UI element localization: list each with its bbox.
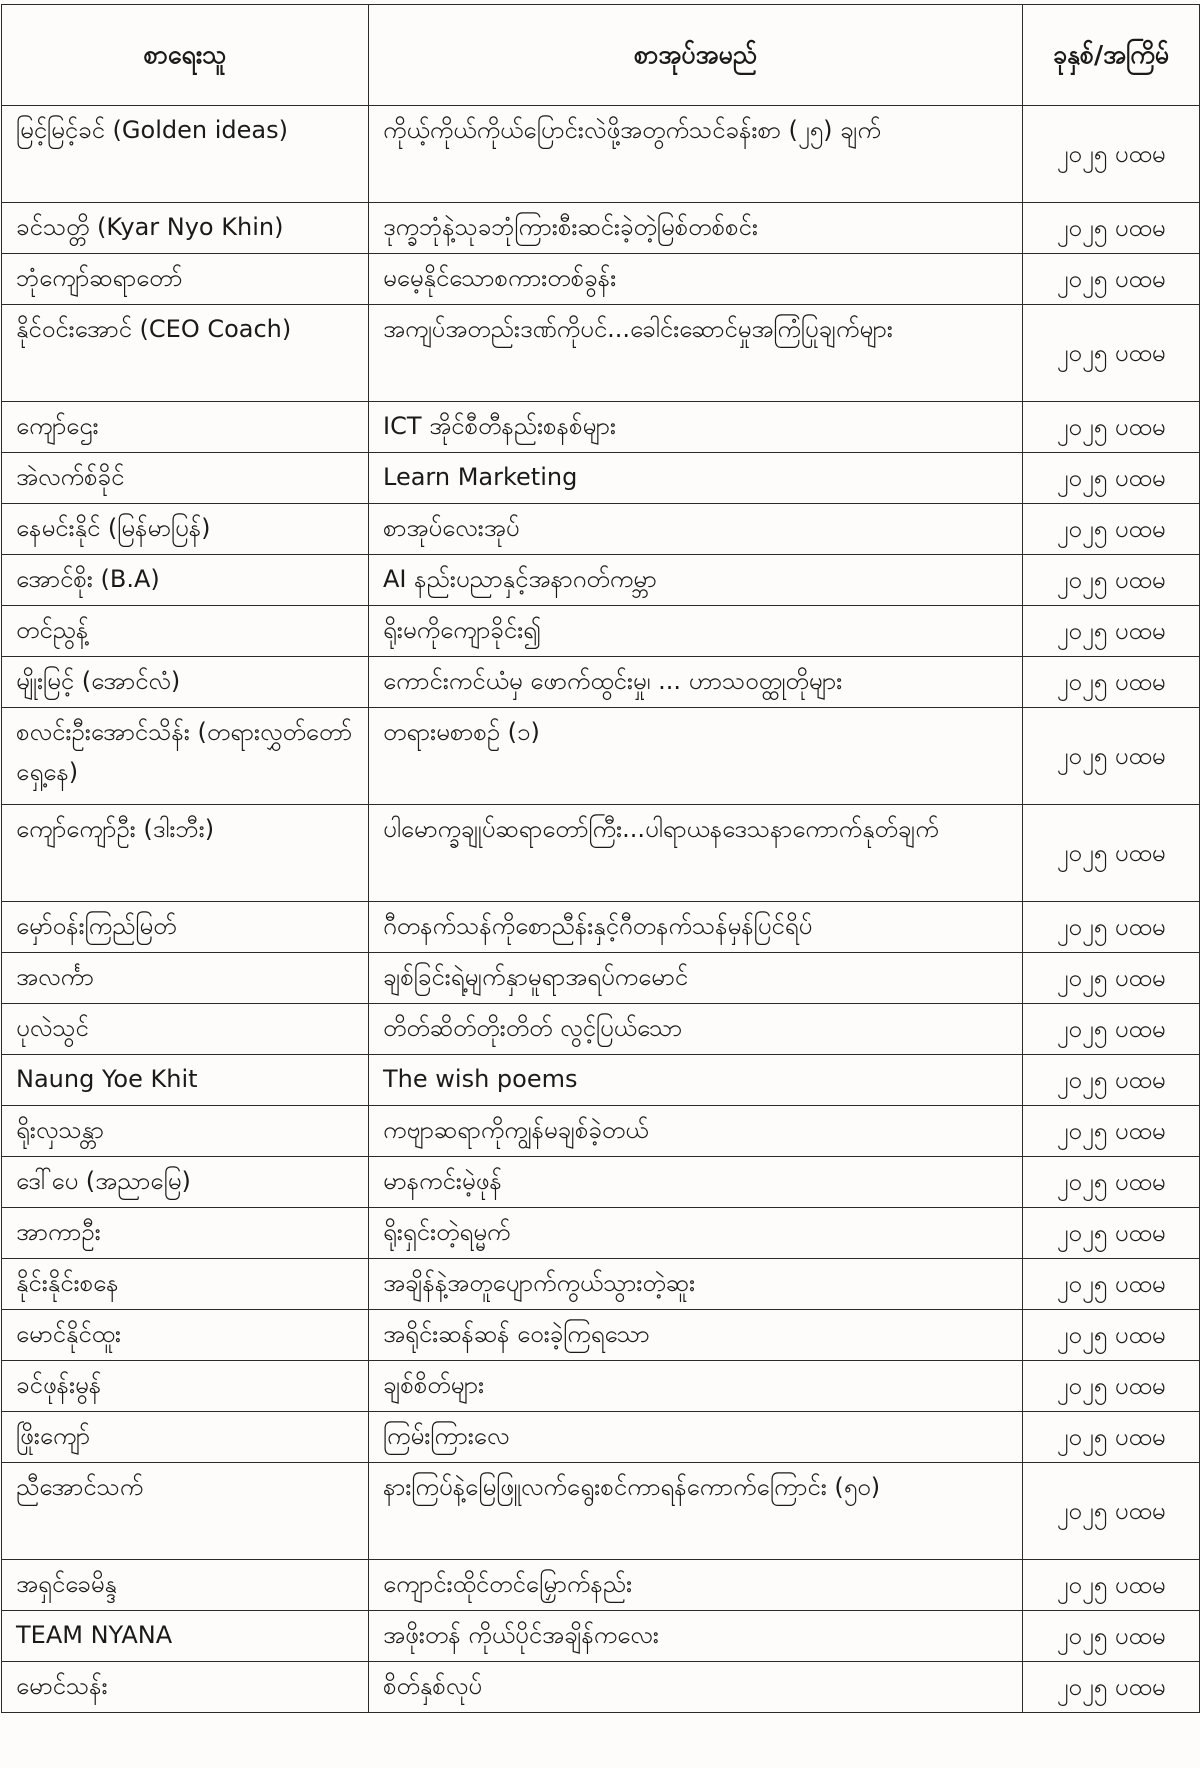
title-cell: နားကြပ်နဲ့မြေဖြူလက်ရွေးစင်ကာရန်ကောက်ကြောင်း (၅၀) xyxy=(369,1463,1023,1560)
table-row xyxy=(2,305,1200,402)
year-cell: ၂၀၂၅ ပထမ xyxy=(1023,657,1200,708)
author-cell: ညီအောင်သက် xyxy=(2,1463,369,1560)
author-cell: ကျော်ဌေး xyxy=(2,402,369,453)
table-row xyxy=(2,1611,1200,1662)
table-row xyxy=(2,1412,1200,1463)
year-cell: ၂၀၂၅ ပထမ xyxy=(1023,1055,1200,1106)
author-cell: ခင်သတ္တိ (Kyar Nyo Khin) xyxy=(2,203,369,254)
year-cell: ၂၀၂၅ ပထမ xyxy=(1023,708,1200,805)
title-cell: အချိန်နဲ့အတူပျောက်ကွယ်သွားတဲ့ဆူး xyxy=(369,1259,1023,1310)
year-cell: ၂၀၂၅ ပထမ xyxy=(1023,1412,1200,1463)
year-cell: ၂၀၂၅ ပထမ xyxy=(1023,504,1200,555)
title-cell: ဒုက္ခဘုံနဲ့သုခဘုံကြားစီးဆင်းခဲ့တဲ့မြစ်တစ်စင်း xyxy=(369,203,1023,254)
author-cell: အလင်္ကာ xyxy=(2,953,369,1004)
year-cell: ၂၀၂၅ ပထမ xyxy=(1023,1259,1200,1310)
header-row xyxy=(2,5,1200,106)
year-cell: ၂၀၂၅ ပထမ xyxy=(1023,902,1200,953)
table-row xyxy=(2,1208,1200,1259)
year-cell: ၂၀၂၅ ပထမ xyxy=(1023,305,1200,402)
author-cell: Naung Yoe Khit xyxy=(2,1055,369,1106)
table-row xyxy=(2,1310,1200,1361)
author-cell: မျိုးမြင့် (အောင်လံ) xyxy=(2,657,369,708)
book-list-table xyxy=(1,4,1200,1713)
table-row xyxy=(2,1055,1200,1106)
year-cell: ၂၀၂၅ ပထမ xyxy=(1023,1004,1200,1055)
year-cell: ၂၀၂၅ ပထမ xyxy=(1023,1106,1200,1157)
author-cell: ဘုံကျော်ဆရာတော် xyxy=(2,254,369,305)
year-cell: ၂၀၂၅ ပထမ xyxy=(1023,1157,1200,1208)
author-cell: မှော်ဝန်းကြည်မြတ် xyxy=(2,902,369,953)
table-row xyxy=(2,902,1200,953)
title-cell: အကျပ်အတည်းဒဏ်ကိုပင်...ခေါင်းဆောင်မှုအကြံပြုချက်များ xyxy=(369,305,1023,402)
year-cell: ၂၀၂၅ ပထမ xyxy=(1023,453,1200,504)
title-cell: မမေ့နိုင်သောစကားတစ်ခွန်း xyxy=(369,254,1023,305)
table-row xyxy=(2,402,1200,453)
author-cell: စလင်းဦးအောင်သိန်း (တရားလွှတ်တော်ရှေ့နေ) xyxy=(2,708,369,805)
year-cell: ၂၀၂၅ ပထမ xyxy=(1023,106,1200,203)
title-cell: ပါမောက္ခချုပ်ဆရာတော်ကြီး...ပါရာယနဒေသနာကောက်နုတ်ချက် xyxy=(369,805,1023,902)
title-cell: ရိုးရှင်းတဲ့ရမ္မက် xyxy=(369,1208,1023,1259)
author-cell: ဒေါ်ပေ (အညာမြေ) xyxy=(2,1157,369,1208)
author-cell: ရိုးလှသန္တာ xyxy=(2,1106,369,1157)
table-row xyxy=(2,1004,1200,1055)
table-row xyxy=(2,555,1200,606)
table-row xyxy=(2,1560,1200,1611)
author-cell: မောင်နိုင်ထူး xyxy=(2,1310,369,1361)
author-cell: ဖြိုးကျော် xyxy=(2,1412,369,1463)
title-cell: စိတ်နှစ်လုပ် xyxy=(369,1662,1023,1713)
author-cell: နေမင်းနိုင် (မြန်မာပြန်) xyxy=(2,504,369,555)
title-cell: ကြမ်းကြားလေ xyxy=(369,1412,1023,1463)
author-cell: နိုင်းနိုင်းစနေ xyxy=(2,1259,369,1310)
table-row xyxy=(2,106,1200,203)
title-cell: စာအုပ်လေးအုပ် xyxy=(369,504,1023,555)
author-cell: ခင်ဖုန်းမွန် xyxy=(2,1361,369,1412)
author-cell: မြင့်မြင့်ခင် (Golden ideas) xyxy=(2,106,369,203)
title-cell: ဂီတနက်သန်ကိုစောညီန်းနှင့်ဂီတနက်သန်မှန်ပြင်ရိပ် xyxy=(369,902,1023,953)
author-cell: အောင်စိုး (B.A) xyxy=(2,555,369,606)
year-cell: ၂၀၂၅ ပထမ xyxy=(1023,254,1200,305)
table-row xyxy=(2,708,1200,805)
year-cell: ၂၀၂၅ ပထမ xyxy=(1023,1463,1200,1560)
table-row xyxy=(2,805,1200,902)
title-cell: ချစ်စိတ်များ xyxy=(369,1361,1023,1412)
title-cell: Learn Marketing xyxy=(369,453,1023,504)
title-cell: ICT အိုင်စီတီနည်းစနစ်များ xyxy=(369,402,1023,453)
table-row xyxy=(2,254,1200,305)
year-cell: ၂၀၂၅ ပထမ xyxy=(1023,1208,1200,1259)
author-cell: အဲလက်စ်ခိုင် xyxy=(2,453,369,504)
author-cell: အရှင်ခေမိန္ဒ xyxy=(2,1560,369,1611)
table-row xyxy=(2,1463,1200,1560)
title-cell: ကဗျာဆရာကိုကျွန်မချစ်ခဲ့တယ် xyxy=(369,1106,1023,1157)
title-cell: ချစ်ခြင်းရဲ့မျက်နှာမူရာအရပ်ကမောင် xyxy=(369,953,1023,1004)
table-row xyxy=(2,1662,1200,1713)
title-cell: ကောင်းကင်ယံမှ ဖောက်ထွင်းမှု၊ ... ဟာသဝတ္ထုတိုများ xyxy=(369,657,1023,708)
author-cell: ကျော်ကျော်ဦး (ဒါးဘီး) xyxy=(2,805,369,902)
table-row xyxy=(2,1106,1200,1157)
title-cell: အဖိုးတန် ကိုယ်ပိုင်အချိန်ကလေး xyxy=(369,1611,1023,1662)
title-cell: AI နည်းပညာနှင့်အနာဂတ်ကမ္ဘာ xyxy=(369,555,1023,606)
title-cell: မာနကင်းမဲ့ဖုန် xyxy=(369,1157,1023,1208)
table-row xyxy=(2,953,1200,1004)
table-row xyxy=(2,606,1200,657)
table-row xyxy=(2,203,1200,254)
year-cell: ၂၀၂၅ ပထမ xyxy=(1023,1662,1200,1713)
title-cell: အရိုင်းဆန်ဆန် ဝေးခဲ့ကြရသော xyxy=(369,1310,1023,1361)
table-row xyxy=(2,1157,1200,1208)
author-cell: အာကာဦး xyxy=(2,1208,369,1259)
header-title: စာအုပ်အမည် xyxy=(369,5,1023,106)
table-header xyxy=(2,5,1200,106)
year-cell: ၂၀၂၅ ပထမ xyxy=(1023,1560,1200,1611)
year-cell: ၂၀၂၅ ပထမ xyxy=(1023,1310,1200,1361)
table-row xyxy=(2,1259,1200,1310)
author-cell: နိုင်ဝင်းအောင် (CEO Coach) xyxy=(2,305,369,402)
table-row xyxy=(2,657,1200,708)
table-body xyxy=(2,106,1200,1713)
title-cell: တိတ်ဆိတ်တိုးတိတ် လွင့်ပြယ်သော xyxy=(369,1004,1023,1055)
year-cell: ၂၀၂၅ ပထမ xyxy=(1023,1361,1200,1412)
title-cell: တရားမစာစဉ် (၁) xyxy=(369,708,1023,805)
author-cell: မောင်သန်း xyxy=(2,1662,369,1713)
year-cell: ၂၀၂၅ ပထမ xyxy=(1023,805,1200,902)
year-cell: ၂၀၂၅ ပထမ xyxy=(1023,402,1200,453)
title-cell: ကျောင်းထိုင်တင်မြှောက်နည်း xyxy=(369,1560,1023,1611)
year-cell: ၂၀၂၅ ပထမ xyxy=(1023,606,1200,657)
author-cell: တင်ညွန့် xyxy=(2,606,369,657)
header-author: စာရေးသူ xyxy=(2,5,369,106)
table-row xyxy=(2,1361,1200,1412)
year-cell: ၂၀၂၅ ပထမ xyxy=(1023,555,1200,606)
table-row xyxy=(2,504,1200,555)
title-cell: The wish poems xyxy=(369,1055,1023,1106)
title-cell: ရိုးမကိုကျောခိုင်း၍ xyxy=(369,606,1023,657)
author-cell: ပုလဲသွင် xyxy=(2,1004,369,1055)
year-cell: ၂၀၂၅ ပထမ xyxy=(1023,203,1200,254)
year-cell: ၂၀၂၅ ပထမ xyxy=(1023,953,1200,1004)
year-cell: ၂၀၂၅ ပထမ xyxy=(1023,1611,1200,1662)
author-cell: TEAM NYANA xyxy=(2,1611,369,1662)
table-row xyxy=(2,453,1200,504)
title-cell: ကိုယ့်ကိုယ်ကိုယ်ပြောင်းလဲဖို့အတွက်သင်ခန်းစာ (၂၅) ချက် xyxy=(369,106,1023,203)
header-year: ခုနှစ်/အကြိမ် xyxy=(1023,5,1200,106)
